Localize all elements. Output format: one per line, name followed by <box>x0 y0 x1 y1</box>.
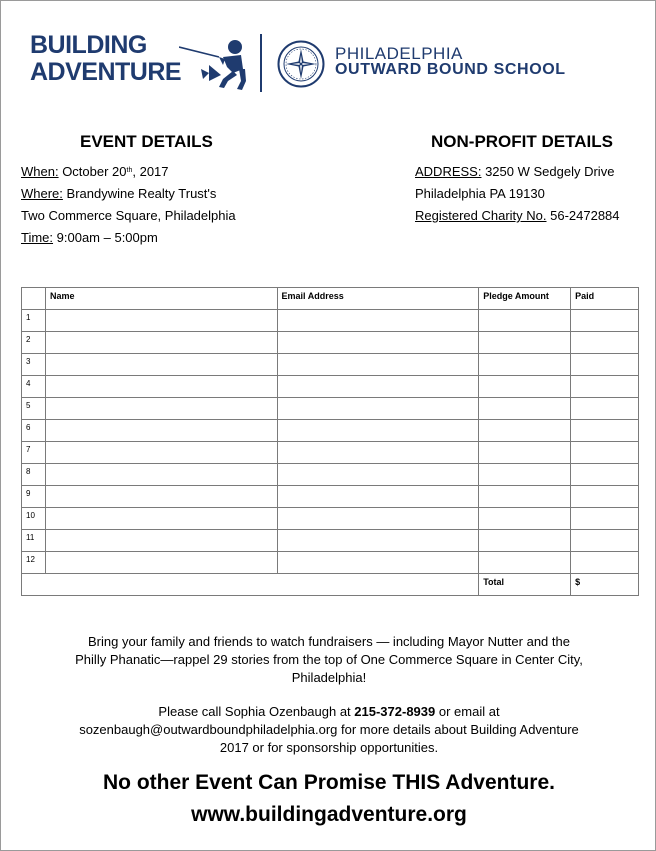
name-cell[interactable] <box>45 354 277 376</box>
paid-cell[interactable] <box>571 398 639 420</box>
where-value: Brandywine Realty Trust's <box>62 186 217 201</box>
pledge-cell[interactable] <box>479 464 571 486</box>
email-cell[interactable] <box>277 442 479 464</box>
paid-cell[interactable] <box>571 552 639 574</box>
paid-cell[interactable] <box>571 530 639 552</box>
table-row <box>22 354 639 376</box>
event-details-title: EVENT DETAILS <box>80 132 213 151</box>
rappeller-icon <box>179 35 251 91</box>
address-label: ADDRESS: <box>415 164 482 179</box>
event-when <box>21 161 236 183</box>
charity-value: 56-2472884 <box>546 208 620 223</box>
table-row <box>22 508 639 530</box>
paid-cell[interactable] <box>571 442 639 464</box>
pledge-cell[interactable] <box>479 376 571 398</box>
nonprofit-charity <box>415 205 620 227</box>
total-amount[interactable]: $ <box>571 574 639 596</box>
phone-number[interactable]: 215-372-8939 <box>354 704 436 719</box>
contact-line-2[interactable]: sozenbaugh@outwardboundphiladelphia.org for more details about Building Adventure <box>79 722 579 737</box>
header-name: Name <box>45 288 277 310</box>
time-label: Time: <box>21 230 54 245</box>
pledge-cell[interactable] <box>479 354 571 376</box>
total-spacer <box>22 574 479 596</box>
table-row <box>22 420 639 442</box>
email-cell[interactable] <box>277 332 479 354</box>
row-number: 3 <box>22 354 46 376</box>
table-row <box>22 464 639 486</box>
invitation-paragraph <box>1 633 656 687</box>
email-cell[interactable] <box>277 420 479 442</box>
when-year: , 2017 <box>132 164 169 179</box>
paid-cell[interactable] <box>571 354 639 376</box>
header-divider <box>260 34 262 92</box>
paid-cell[interactable] <box>571 332 639 354</box>
when-suffix: th <box>126 167 133 174</box>
pledge-cell[interactable] <box>479 442 571 464</box>
row-number: 10 <box>22 508 46 530</box>
email-cell[interactable] <box>277 486 479 508</box>
contact-email-intro: or email at <box>435 704 500 719</box>
name-cell[interactable] <box>45 530 277 552</box>
email-cell[interactable] <box>277 508 479 530</box>
header-email: Email Address <box>277 288 479 310</box>
total-label: Total <box>479 574 571 596</box>
invitation-line-2: Philly Phanatic—rappel 29 stories from the top of One Commerce Square in Center City, <box>75 652 583 667</box>
where-label: Where: <box>21 186 63 201</box>
address-value: 3250 W Sedgely Drive <box>481 164 615 179</box>
table-header-row <box>22 288 639 310</box>
table-row <box>22 486 639 508</box>
paid-cell[interactable] <box>571 376 639 398</box>
email-cell[interactable] <box>277 310 479 332</box>
nonprofit-details <box>415 161 620 227</box>
email-cell[interactable] <box>277 530 479 552</box>
header-pledge: Pledge Amount <box>479 288 571 310</box>
paid-cell[interactable] <box>571 486 639 508</box>
name-cell[interactable] <box>45 310 277 332</box>
pledge-table <box>21 287 639 596</box>
contact-intro: Please call Sophia Ozenbaugh at <box>158 704 355 719</box>
table-row <box>22 310 639 332</box>
brand-line-1: BUILDING <box>30 31 147 59</box>
name-cell[interactable] <box>45 332 277 354</box>
pledge-cell[interactable] <box>479 310 571 332</box>
website-link[interactable]: www.buildingadventure.org <box>191 803 467 826</box>
paid-cell[interactable] <box>571 464 639 486</box>
email-cell[interactable] <box>277 464 479 486</box>
invitation-line-3: Philadelphia! <box>291 670 367 685</box>
org-line-1: PHILADELPHIA <box>335 44 463 63</box>
row-number: 6 <box>22 420 46 442</box>
table-row <box>22 376 639 398</box>
name-cell[interactable] <box>45 420 277 442</box>
name-cell[interactable] <box>45 486 277 508</box>
event-where-line2: Two Commerce Square, Philadelphia <box>21 208 236 223</box>
total-row <box>22 574 639 596</box>
event-details <box>21 161 236 249</box>
table-row <box>22 552 639 574</box>
table-row <box>22 398 639 420</box>
row-number: 7 <box>22 442 46 464</box>
name-cell[interactable] <box>45 398 277 420</box>
pledge-cell[interactable] <box>479 552 571 574</box>
time-value: 9:00am – 5:00pm <box>53 230 158 245</box>
nonprofit-address <box>415 161 620 183</box>
row-number: 8 <box>22 464 46 486</box>
name-cell[interactable] <box>45 552 277 574</box>
row-number: 2 <box>22 332 46 354</box>
pledge-cell[interactable] <box>479 398 571 420</box>
email-cell[interactable] <box>277 398 479 420</box>
paid-cell[interactable] <box>571 508 639 530</box>
row-number: 9 <box>22 486 46 508</box>
paid-cell[interactable] <box>571 420 639 442</box>
pledge-cell[interactable] <box>479 332 571 354</box>
event-time <box>21 227 236 249</box>
name-cell[interactable] <box>45 442 277 464</box>
contact-paragraph <box>1 703 656 757</box>
email-cell[interactable] <box>277 376 479 398</box>
row-number: 11 <box>22 530 46 552</box>
compass-seal-icon <box>277 40 325 88</box>
row-number: 12 <box>22 552 46 574</box>
pledge-cell[interactable] <box>479 486 571 508</box>
pledge-cell[interactable] <box>479 508 571 530</box>
when-label: When: <box>21 164 59 179</box>
contact-line-1 <box>1 703 656 721</box>
contact-line-3: 2017 or for sponsorship opportunities. <box>219 740 439 755</box>
tagline: No other Event Can Promise THIS Adventure. <box>103 771 555 794</box>
pledge-cell[interactable] <box>479 530 571 552</box>
paid-cell[interactable] <box>571 310 639 332</box>
name-cell[interactable] <box>45 508 277 530</box>
row-number: 4 <box>22 376 46 398</box>
when-value: October 20 <box>58 164 127 179</box>
nonprofit-details-title: NON-PROFIT DETAILS <box>431 132 613 151</box>
header-paid: Paid <box>571 288 639 310</box>
nonprofit-address-line2: Philadelphia PA 19130 <box>415 186 545 201</box>
table-row <box>22 442 639 464</box>
email-cell[interactable] <box>277 354 479 376</box>
name-cell[interactable] <box>45 464 277 486</box>
row-number: 1 <box>22 310 46 332</box>
row-number: 5 <box>22 398 46 420</box>
event-where <box>21 183 236 205</box>
table-row <box>22 530 639 552</box>
org-line-2: OUTWARD BOUND SCHOOL <box>335 61 566 78</box>
charity-label: Registered Charity No. <box>415 208 547 223</box>
table-row <box>22 332 639 354</box>
name-cell[interactable] <box>45 376 277 398</box>
header-number <box>22 288 46 310</box>
email-cell[interactable] <box>277 552 479 574</box>
brand-line-2: ADVENTURE <box>30 58 182 86</box>
invitation-line-1: Bring your family and friends to watch fundraisers — including Mayor Nutter and the <box>88 634 570 649</box>
pledge-cell[interactable] <box>479 420 571 442</box>
